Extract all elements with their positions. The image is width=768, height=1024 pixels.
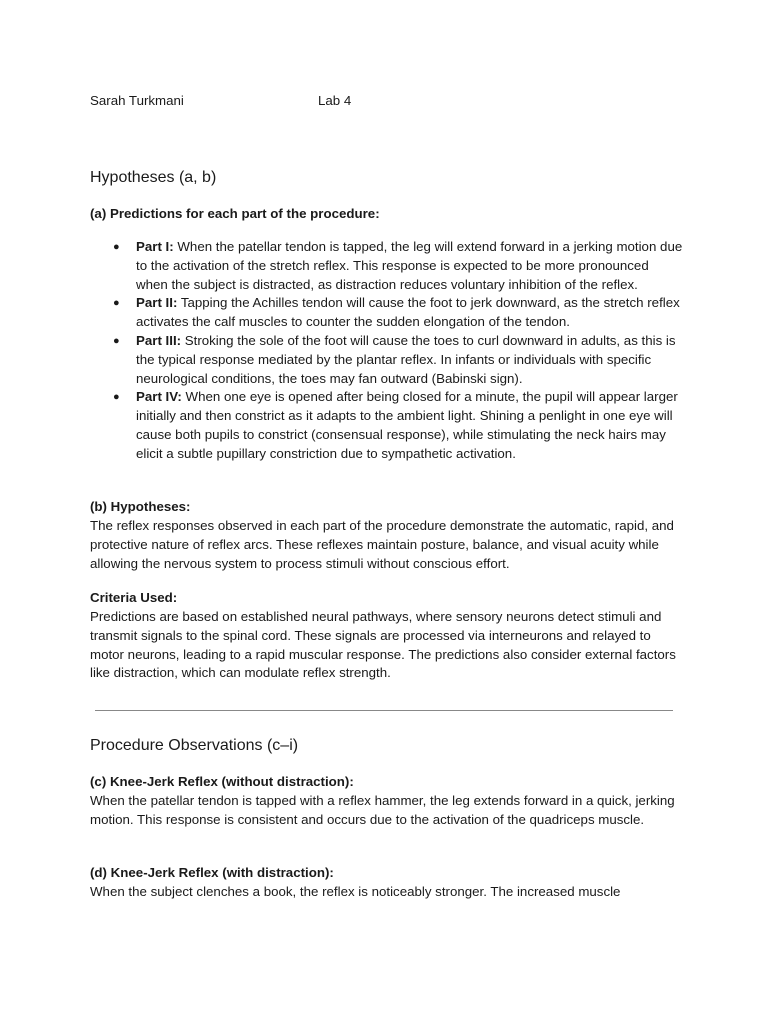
hypotheses-title: Hypotheses (a, b) [90,169,217,186]
part-label: Part II: [136,295,178,311]
part-text: Stroking the sole of the foot will cause the toes to curl downward in adults, as this is the typical response mediated by the plantar reflex. In infants or individuals with specific neurological conditions, the toes may fan outward (Babinski sign). [136,332,676,386]
bullet-icon: ● [113,334,120,347]
section-divider [95,710,673,711]
part-text: When the patellar tendon is tapped, the leg will extend forward in a jerking motion due to the activation of the stretch reflex. This response is expected to be more pronounced when the subject is distracted, as distraction reduces voluntary inhibition of the reflex. [136,239,683,292]
list-item [90,332,684,388]
list-item [90,238,684,294]
part-label: Part IV: [136,389,182,405]
observation-d-paragraph: When the subject clenches a book, the reflex is noticeably stronger. The increased muscle [90,884,621,899]
part-text: When one eye is opened after being closed for a minute, the pupil will appear larger initially and then constrict as it adapts to the ambient light. Shining a penlight in one eye will cause both pupils to constrict (consensual response), while stimulating the neck hairs may elicit a subtle pupillary constriction due to sympathetic activation. [136,389,678,461]
part-text: Tapping the Achilles tendon will cause the foot to jerk downward, as the stretch reflex activates the calf muscles to counter the sudden elongation of the tendon. [136,295,680,330]
hypotheses-heading: (b) Hypotheses: [90,499,191,514]
list-item [90,388,684,463]
observation-d-heading: (d) Knee-Jerk Reflex (with distraction): [90,865,334,880]
observation-c-paragraph: When the patellar tendon is tapped with a reflex hammer, the leg extends forward in a quick, jerking motion. This response is consistent and occurs due to the activation of the quadriceps muscle. [90,793,675,827]
document-header [90,92,690,110]
list-item [90,294,684,332]
predictions-heading: (a) Predictions for each part of the procedure: [90,206,380,221]
part-label: Part III: [136,332,182,348]
author-name: Sarah Turkmani [90,93,184,108]
bullet-icon: ● [113,297,120,310]
observation-c-heading: (c) Knee-Jerk Reflex (without distraction): [90,774,354,789]
criteria-heading: Criteria Used: [90,590,178,605]
hypotheses-paragraph: The reflex responses observed in each part of the procedure demonstrate the automatic, rapid, and protective nature of reflex arcs. These reflexes maintain posture, balance, and visual acuity while allowing the nervous system to process stimuli without conscious effort. [90,518,674,571]
bullet-icon: ● [113,241,120,253]
part-label: Part I: [136,239,174,254]
lab-number: Lab 4 [318,93,352,108]
bullet-icon: ● [113,391,120,404]
predictions-list [90,238,690,464]
criteria-paragraph: Predictions are based on established neural pathways, where sensory neurons detect stimuli and transmit signals to the spinal cord. These signals are processed via interneurons and relayed to motor neurons, leading to a rapid muscular response. The predictions also consider external factors like distraction, which can modulate reflex strength. [90,609,676,681]
observations-title: Procedure Observations (c–i) [90,737,299,754]
